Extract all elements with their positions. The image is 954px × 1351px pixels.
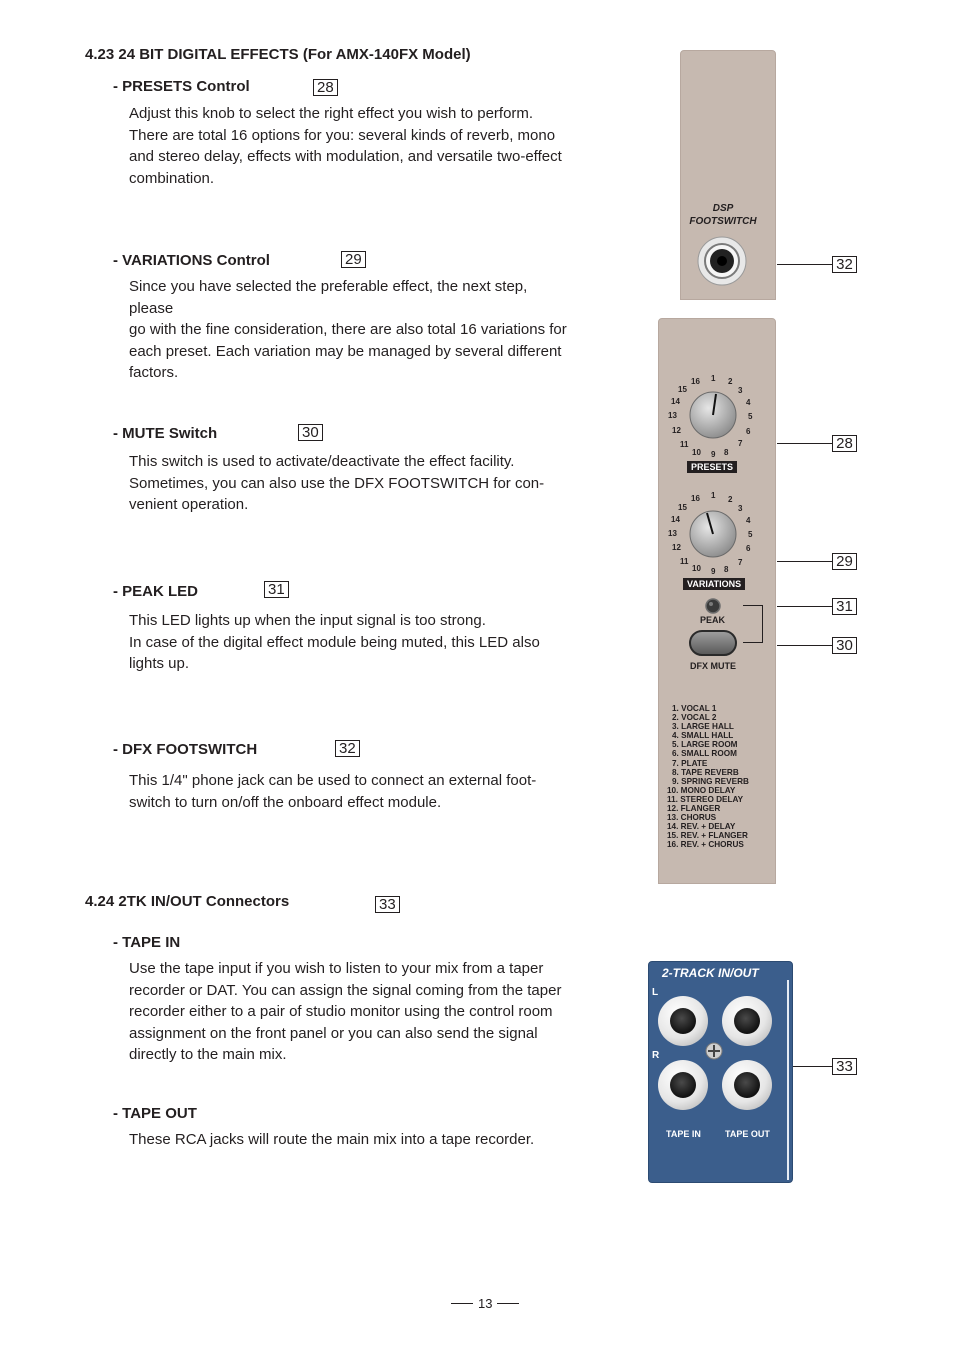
rca-jack-icon	[670, 1072, 696, 1098]
right-channel-label: R	[652, 1050, 660, 1061]
tape-out-left-jack[interactable]	[722, 996, 772, 1046]
footswitch-label: FOOTSWITCH	[689, 216, 757, 227]
callout-31: 31	[832, 598, 857, 615]
presets-ref-badge: 28	[313, 79, 338, 96]
peak-heading: - PEAK LED	[113, 583, 199, 600]
presets-heading: - PRESETS Control	[113, 78, 250, 95]
presets-knob-dial[interactable]: 1 2 3 4 5 6 7 8 9 10 11 12 13 14 15 16	[668, 374, 753, 459]
list-item: 10. MONO DELAY	[667, 785, 736, 795]
mute-ref-badge: 30	[298, 424, 323, 441]
section-title-4-24: 4.24 2TK IN/OUT Connectors	[85, 893, 290, 910]
peak-panel-label: PEAK	[700, 615, 726, 625]
tape-out-right-jack[interactable]	[722, 1060, 772, 1110]
list-item: 5. LARGE ROOM	[672, 740, 738, 750]
list-item: 9. SPRING REVERB	[672, 776, 749, 786]
presets-knob-icon	[689, 391, 737, 439]
tape-out-panel-label: TAPE OUT	[725, 1129, 770, 1139]
list-item: 13. CHORUS	[667, 813, 717, 823]
peak-led-icon	[705, 598, 721, 614]
callout-29-line	[777, 561, 832, 562]
list-item: 7. PLATE	[672, 758, 708, 768]
variations-knob-dial[interactable]: 1 2 3 4 5 6 7 8 9 10 11 12 13 14 15 16	[668, 491, 753, 576]
tape-out-heading: - TAPE OUT	[113, 1105, 197, 1122]
page-number: 13	[478, 1296, 493, 1311]
peak-ref-badge: 31	[264, 581, 289, 598]
callout-29: 29	[832, 553, 857, 570]
page-number-rule-right	[497, 1303, 519, 1304]
tape-in-panel-label: TAPE IN	[666, 1129, 701, 1139]
callout-32: 32	[832, 256, 857, 273]
rca-jack-icon	[734, 1008, 760, 1034]
list-item: 11. STEREO DELAY	[667, 794, 744, 804]
mute-heading: - MUTE Switch	[113, 425, 218, 442]
footswitch-ref-badge: 32	[335, 740, 360, 757]
page-number-rule-left	[451, 1303, 473, 1304]
callout-bracket	[743, 605, 763, 643]
rca-jack-icon	[734, 1072, 760, 1098]
list-item: 2. VOCAL 2	[672, 713, 717, 723]
dfx-mute-button[interactable]	[689, 630, 737, 656]
list-item: 4. SMALL HALL	[672, 731, 734, 741]
mute-description: This switch is used to activate/deactivate the effect facility. Sometimes, you can also use the DFX FOOTSWITCH for con- venient operation.	[129, 453, 545, 514]
callout-33: 33	[832, 1058, 857, 1075]
footswitch-description: This 1/4" phone jack can be used to connect an external foot- switch to turn on/off the onboard effect module.	[129, 772, 537, 811]
variations-ref-badge: 29	[341, 251, 366, 268]
variations-description: Since you have selected the preferable effect, the next step, please go with the fine consideration, there are also total 16 variations for each preset. Each variation may be managed by several different factors.	[129, 278, 567, 382]
callout-30: 30	[832, 637, 857, 654]
peak-description: This LED lights up when the input signal is too strong. In case of the digital effect module being muted, this LED also lights up.	[129, 612, 540, 673]
callout-28: 28	[832, 435, 857, 452]
callout-32-line	[777, 264, 832, 265]
dsp-label: DSP	[712, 203, 734, 214]
tape-in-description: Use the tape input if you wish to listen to your mix from a taper recorder or DAT. You can assign the signal coming from the taper recorder either to a pair of studio monitor using the control room assignment on the front panel or you can also send the signal directly to the main mix.	[129, 960, 562, 1064]
panel-edge-line	[787, 980, 789, 1180]
presets-panel-label: PRESETS	[687, 461, 737, 473]
callout-31-line	[777, 606, 832, 607]
list-item: 1. VOCAL 1	[672, 704, 717, 713]
tape-in-right-jack[interactable]	[658, 1060, 708, 1110]
tape-out-description: These RCA jacks will route the main mix into a tape recorder.	[129, 1131, 535, 1148]
list-item: 12. FLANGER	[667, 804, 721, 814]
tape-in-heading: - TAPE IN	[113, 934, 181, 951]
tape-in-left-jack[interactable]	[658, 996, 708, 1046]
list-item: 15. REV. + FLANGER	[667, 831, 748, 841]
variations-heading: - VARIATIONS Control	[113, 252, 270, 269]
variations-panel-label: VARIATIONS	[683, 578, 745, 590]
callout-33-line	[793, 1066, 832, 1067]
section-4-24-ref-badge: 33	[375, 896, 400, 913]
variations-knob-icon	[689, 510, 737, 558]
list-item: 8. TAPE REVERB	[672, 767, 739, 777]
presets-description: Adjust this knob to select the right effect you wish to perform. There are total 16 options for you: several kinds of reverb, mono and stereo delay, effects with modulation, and versatile two-effect combination.	[129, 105, 562, 187]
left-channel-label: L	[652, 987, 659, 998]
section-title-4-23: 4.23 24 BIT DIGITAL EFFECTS (For AMX-140FX Model)	[85, 46, 471, 63]
footswitch-jack-icon	[697, 236, 747, 286]
effects-list	[667, 704, 749, 850]
callout-28-line	[777, 443, 832, 444]
screw-icon	[705, 1042, 723, 1060]
two-track-title: 2-TRACK IN/OUT	[662, 966, 759, 980]
rca-jack-icon	[670, 1008, 696, 1034]
footswitch-heading: - DFX FOOTSWITCH	[113, 741, 258, 758]
dfx-mute-panel-label: DFX MUTE	[690, 661, 736, 671]
list-item: 14. REV. + DELAY	[667, 822, 736, 832]
list-item: 16. REV. + CHORUS	[667, 840, 744, 850]
list-item: 3. LARGE HALL	[672, 722, 734, 732]
list-item: 6. SMALL ROOM	[672, 749, 737, 759]
callout-30-line	[777, 645, 832, 646]
